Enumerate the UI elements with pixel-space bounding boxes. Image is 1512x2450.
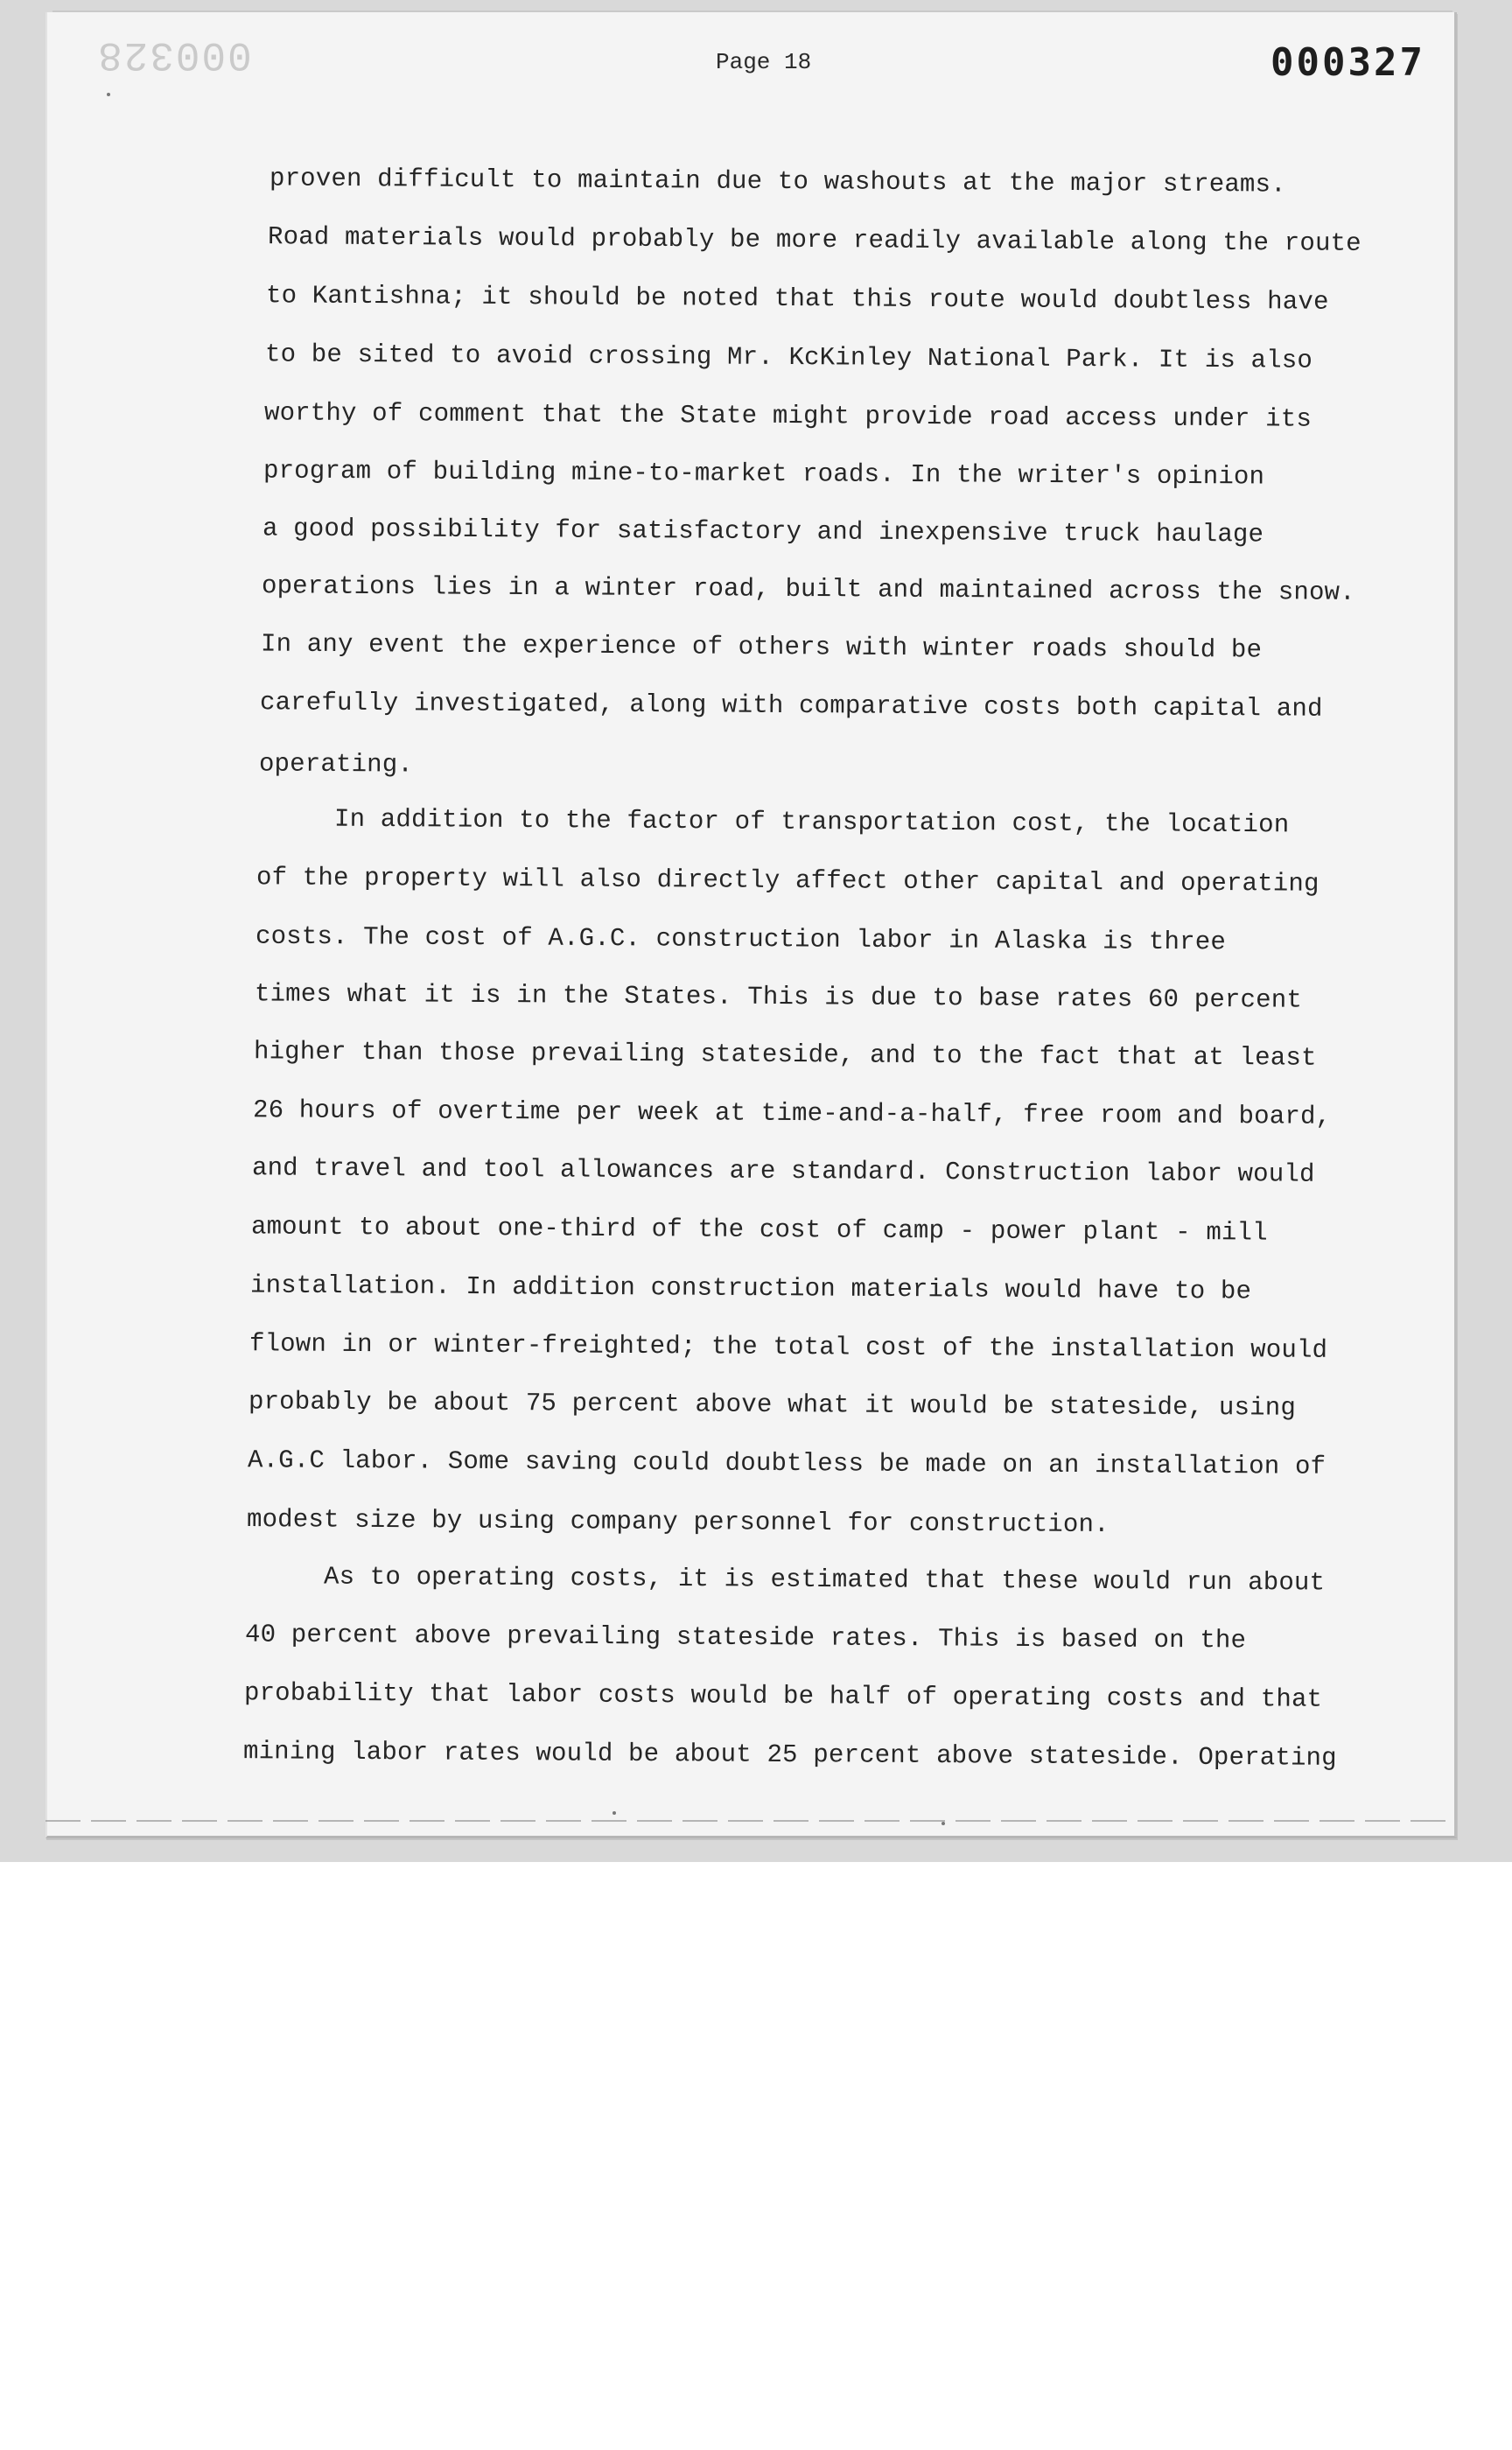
text-line: Road materials would probably be more readily available along the route [267,222,1362,258]
text-line: a good possibility for satisfactory and inexpensive truck haulage [262,514,1264,550]
scan-speck [612,1811,616,1815]
text-line: worthy of comment that the State might provide road access under its [263,398,1312,434]
text-line: As to operating costs, it is estimated that these would run about [323,1562,1326,1598]
text-line: A.G.C labor. Some saving could doubtless be made on an installation of [247,1446,1326,1481]
scan-speck [107,93,110,96]
text-line: carefully investigated, along with comparative costs both capital and [259,688,1323,724]
text-line: to Kantishna; it should be noted that this route would doubtless have [265,281,1329,317]
text-line: and travel and tool allowances are standard. Construction labor would [251,1153,1315,1189]
text-line: probability that labor costs would be half of operating costs and that [243,1678,1323,1714]
text-line: operations lies in a winter road, built and maintained across the snow. [261,571,1355,607]
scan-speck [942,1822,945,1825]
text-line: proven difficult to maintain due to washouts at the major streams. [269,164,1286,200]
text-line: costs. The cost of A.G.C. construction labor in Alaska is three [255,921,1227,957]
text-line: amount to about one-third of the cost of camp - power plant - mill [250,1212,1268,1248]
bleed-through-page-number: 000328 [96,32,252,77]
text-line: modest size by using company personnel for construction. [246,1504,1110,1540]
text-line: of the property will also directly affect other capital and operating [256,863,1320,899]
text-line: In addition to the factor of transportation cost, the location [333,804,1290,840]
text-line: mining labor rates would be about 25 percent above stateside. Operating [242,1737,1337,1773]
page-number-label: Page 18 [716,49,812,75]
text-line: probably be about 75 percent above what it would be stateside, using [248,1387,1297,1423]
text-line: In any event the experience of others with winter roads should be [260,629,1263,665]
text-line: to be sited to avoid crossing Mr. KcKinley National Park. It is also [264,340,1313,375]
text-line: operating. [258,749,414,780]
text-line: flown in or winter-freighted; the total cost of the installation would [248,1329,1328,1365]
text-line: 40 percent above prevailing stateside rates. This is based on the [244,1620,1247,1656]
text-line: program of building mine-to-market roads. In the writer's opinion [262,456,1265,492]
text-line: 26 hours of overtime per week at time-and-a-half, free room and board, [252,1096,1332,1131]
text-line: installation. In addition construction materials would have to be [249,1270,1252,1306]
bottom-edge-rule [46,1820,1446,1822]
text-line: times what it is in the States. This is due to base rates 60 percent [254,979,1303,1015]
text-line: higher than those prevailing stateside, and to the fact that at least [253,1037,1317,1073]
bates-stamp-number: 000327 [1270,40,1425,85]
